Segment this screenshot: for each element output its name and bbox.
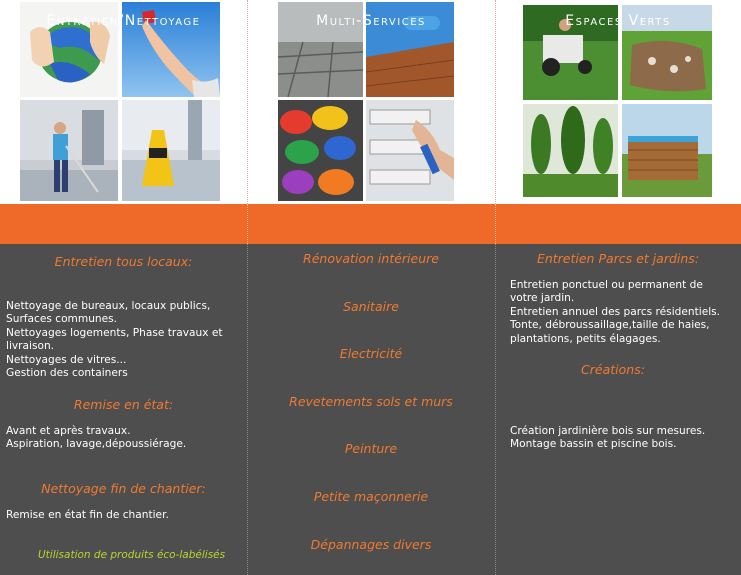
service-item: Electricité: [339, 346, 403, 361]
text-line: Nettoyage de bureaux, locaux publics,: [6, 300, 211, 312]
text-line: Tonte, débroussaillage,taille de haies,: [510, 319, 710, 332]
text-line: Nettoyages logements, Phase travaux et: [6, 326, 223, 339]
text-line: livraison.: [6, 340, 55, 353]
text-line: Gestion des containers: [6, 367, 128, 380]
text-line: votre jardin.: [510, 292, 575, 305]
service-item: Rénovation intérieure: [303, 251, 439, 266]
photo-electrical-panel: [366, 100, 454, 201]
text-line: Entretien annuel des parcs résidentiels.: [510, 305, 721, 318]
section-heading: Entretien tous locaux:: [54, 254, 193, 269]
banner-divider: [495, 204, 496, 244]
text-line: Aspiration, lavage,dépoussiérage.: [6, 438, 187, 451]
service-item: Dépannages divers: [310, 537, 432, 552]
section-text: [6, 300, 244, 380]
service-item: Petite maçonnerie: [313, 489, 429, 504]
banner-divider: [247, 204, 248, 244]
photo-wet-floor-sign: [122, 100, 220, 201]
column-title-entretien: Entretien/Nettoyage: [46, 13, 201, 29]
column-title-multi-services: Multi-Services: [316, 13, 426, 29]
photo-cleaner-mop: [20, 100, 118, 201]
photo-topiary: [523, 104, 618, 197]
text-line: Remise en état fin de chantier.: [6, 509, 169, 521]
photo-wood-pool: [622, 104, 712, 197]
section-heading: Créations:: [581, 362, 645, 377]
section-heading: Nettoyage fin de chantier:: [41, 481, 206, 496]
panel-divider: [247, 244, 248, 575]
section-heading: Remise en état:: [73, 397, 174, 412]
section-text: [510, 279, 738, 346]
text-line: Entretien ponctuel ou permanent de: [510, 279, 703, 291]
text-line: Création jardinière bois sur mesures.: [510, 425, 706, 437]
service-item: Revetements sols et murs: [289, 394, 453, 409]
text-line: Montage bassin et piscine bois.: [510, 438, 677, 451]
section-text: [510, 425, 738, 452]
text-line: Nettoyages de vitres...: [6, 353, 127, 366]
text-line: Surfaces communes.: [6, 313, 118, 326]
photo-paint-cans: [278, 100, 363, 201]
text-line: plantations, petits élagages.: [510, 332, 661, 345]
panel-divider: [495, 244, 496, 575]
category-banner: [0, 204, 741, 244]
service-item: Sanitaire: [343, 299, 399, 314]
column-title-espaces-verts: Espaces Verts: [565, 13, 671, 29]
section-text: [6, 425, 244, 452]
section-heading: Entretien Parcs et jardins:: [536, 251, 700, 266]
service-item: Peinture: [344, 441, 398, 456]
text-line: Avant et après travaux.: [6, 425, 131, 437]
section-text: [6, 509, 244, 522]
eco-label-note: Utilisation de produits éco-labélisés: [38, 549, 226, 561]
